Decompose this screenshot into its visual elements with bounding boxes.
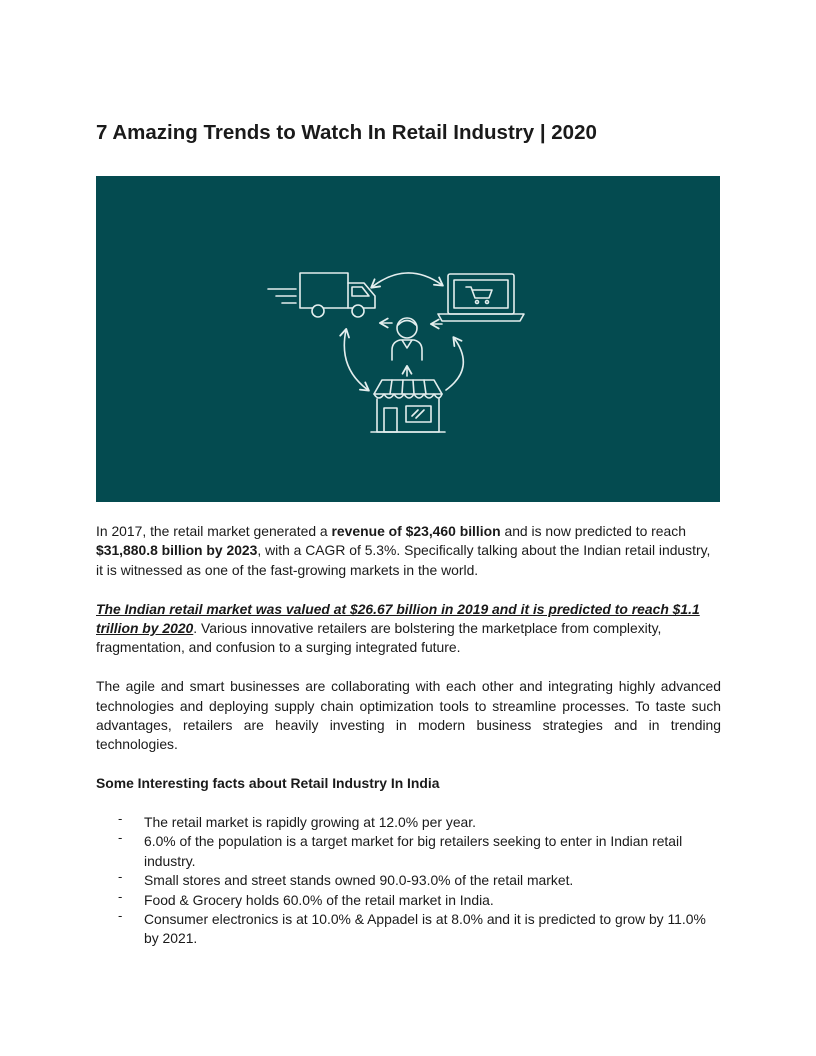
laptop-cart-icon <box>438 274 524 321</box>
delivery-truck-icon <box>268 273 375 317</box>
agile-business-paragraph: The agile and smart businesses are collaborating with each other and integrating highly advanced technologies and deploying supply chain optimization tools to streamline processes. To taste such advantages, retailers are heavily investing in modern business strategies and in trending technologies. <box>96 678 721 753</box>
bullet-dash: - <box>118 830 123 846</box>
page-title: 7 Amazing Trends to Watch In Retail Industry | 2020 <box>96 121 597 144</box>
revenue-highlight: revenue of $23,460 billion <box>331 523 501 539</box>
india-market-emphasis: The Indian retail market was valued at $26.67 billion in 2019 and it is predicted to reach $1.1 trillion by 2020 <box>96 600 700 637</box>
list-item-text: Small stores and street stands owned 90.0-93.0% of the retail market. <box>144 872 574 889</box>
bullet-dash: - <box>118 888 123 904</box>
list-item <box>96 910 721 949</box>
list-item-text: Food & Grocery holds 60.0% of the retail market in India. <box>144 891 494 908</box>
list-item <box>96 813 721 832</box>
india-market-paragraph <box>96 600 721 658</box>
list-item-text: 6.0% of the population is a target market for big retailers seeking to enter in Indian retail industry. <box>144 833 683 869</box>
forecast-highlight: $31,880.8 billion by 2023 <box>96 542 258 559</box>
facts-heading: Some Interesting facts about Retail Industry In India <box>96 775 440 792</box>
hero-illustration <box>96 176 720 502</box>
text-run: and is now predicted to reach <box>500 523 686 539</box>
bullet-dash: - <box>118 908 123 924</box>
list-item <box>96 871 721 890</box>
text-run: . Various innovative retailers are bolstering the marketplace from complexity, fragmentation, and confusion to a surging integrated future. <box>96 620 662 656</box>
bullet-dash: - <box>118 811 123 827</box>
text-run: In 2017, the retail market generated a <box>96 523 332 539</box>
customer-icon <box>392 318 422 360</box>
cycle-arrows-icon <box>344 273 463 390</box>
list-item-text: Consumer electronics is at 10.0% & Appadel is at 8.0% and it is predicted to grow by 11.0% by 2021. <box>144 911 706 947</box>
intro-paragraph <box>96 522 721 580</box>
facts-list <box>96 813 721 949</box>
article-body <box>96 522 721 949</box>
list-item <box>96 832 721 871</box>
text-run: , with a CAGR of 5.3%. Specifically talking about the Indian retail industry, it is witnessed as one of the fast-growing markets in the world. <box>96 542 711 578</box>
list-item <box>96 888 721 910</box>
list-item-text: The retail market is rapidly growing at 12.0% per year. <box>144 814 476 831</box>
storefront-icon <box>371 380 445 432</box>
bullet-dash: - <box>118 869 123 885</box>
